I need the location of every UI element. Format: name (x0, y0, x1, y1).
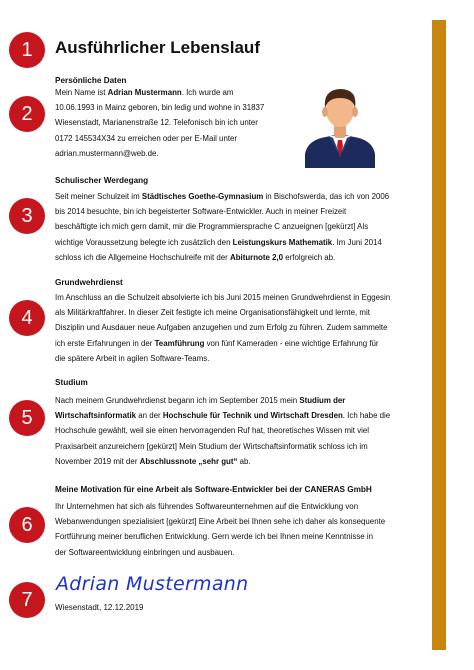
text-line: Webanwendungen spezialisiert [gekürzt] Eine Arbeit bei Ihnen sehe ich daher als konsequente (55, 517, 386, 527)
section-marker-1: 1 (9, 32, 45, 68)
text-line: Fortführung meiner beruflichen Entwicklung. Gern werde ich bei Ihnen meine Kenntnisse in (55, 532, 373, 542)
text-line: Nach meinem Grundwehrdienst begann ich im September 2015 mein Studium der (55, 396, 346, 405)
signature: Adrian Mustermann (56, 573, 249, 595)
text-line: ich erste Erfahrungen in der Teamführung von fünf Kameraden - eine wichtige Erfahrung für (55, 338, 379, 348)
section-marker-3: 3 (9, 198, 45, 234)
text-line: Hochschule gewählt, weil sie einen hervorragenden Ruf hat, theoretisches Wissen mit viel (55, 426, 370, 436)
bold-highlight: Teamführung (154, 338, 205, 348)
text-line: die spätere Arbeit in agilen Software-Teams. (55, 353, 210, 363)
text-line: Ihr Unternehmen hat sich als führendes Softwareunternehmen auf die Entwicklung von (55, 502, 359, 511)
bold-highlight: Städtisches Goethe-Gymnasium (141, 192, 264, 201)
text-line: der Softwareentwicklung einbringen und ausbauen. (55, 547, 235, 557)
bold-highlight: Abschlussnote „sehr gut“ (139, 456, 238, 466)
motivation-heading: Meine Motivation für eine Arbeit als Software-Entwickler bei der CANERAS GmbH (55, 485, 372, 494)
text-line: 10.06.1993 in Mainz geboren, bin ledig und wohne in 31837 (55, 103, 265, 113)
military-service-text (55, 290, 420, 366)
text-line: Disziplin und Ausdauer neue Aufgaben anzugehen und zum Erfolg zu führen. Zudem sammelte (55, 323, 388, 333)
school-text (55, 189, 420, 265)
text-line: als Militärkraftfahrer. In dieser Zeit festigte ich meine Organisationsfähigkeit und lernte, mit (55, 308, 370, 318)
text-line: November 2019 mit der Abschlussnote „sehr gut“ ab. (55, 456, 251, 466)
text-line: Seit meiner Schulzeit im Städtisches Goethe-Gymnasium in Bischofswerda, das ich von 2006 (55, 192, 390, 201)
businessman-avatar-icon (303, 80, 377, 168)
section-marker-2: 2 (9, 96, 45, 132)
school-heading: Schulischer Werdegang (55, 176, 149, 185)
text-line: wichtige Voraussetzung belegte ich zusätzlich den Leistungskurs Mathematik. Im Juni 2014 (55, 237, 382, 247)
bold-highlight: Hochschule für Technik und Wirtschaft Dresden (162, 411, 343, 421)
text-line: 0172 145534X34 zu erreichen oder per E-Mail unter (55, 133, 238, 143)
bold-highlight: Studium der (299, 396, 346, 405)
bold-highlight: Abiturnote 2,0 (230, 252, 284, 262)
text-line: Praxisarbeit anzureichern [gekürzt] Mein Studium der Wirtschaftsinformatik schloss ich im (55, 441, 368, 451)
study-text (55, 393, 420, 469)
personal-data-heading: Persönliche Daten (55, 76, 127, 85)
text-line: beschäftigte ich mich gern damit, mir die Programmiersprache C anzueignen [gekürzt] Als (55, 222, 369, 232)
study-heading: Studium (55, 378, 88, 387)
text-line: schloss ich die Allgemeine Hochschulreife mit der Abiturnote 2,0 erfolgreich ab. (55, 252, 336, 262)
text-line: bis 2014 besuchte, bin ich begeisterter Software-Entwickler. Auch in meiner Freizeit (55, 207, 347, 217)
section-marker-5: 5 (9, 400, 45, 436)
text-line: Wirtschaftsinformatik an der Hochschule für Technik und Wirtschaft Dresden. Ich habe die (55, 411, 391, 421)
sidebar-accent-bar (432, 20, 446, 650)
section-marker-7: 7 (9, 582, 45, 618)
text-line: Im Anschluss an die Schulzeit absolvierte ich bis Juni 2015 meinen Grundwehrdienst in Eggesin (55, 293, 391, 302)
personal-data-text (55, 85, 295, 161)
bold-highlight: Leistungskurs Mathematik (232, 237, 333, 247)
bold-highlight: Adrian Mustermann (107, 88, 182, 97)
section-marker-4: 4 (9, 300, 45, 336)
military-service-heading: Grundwehrdienst (55, 278, 123, 287)
bold-highlight: Wirtschaftsinformatik (55, 411, 137, 421)
place-and-date: Wiesenstadt, 12.12.2019 (55, 603, 144, 612)
section-marker-6: 6 (9, 507, 45, 543)
text-line: Wiesenstadt, Marianenstraße 12. Telefonisch bin ich unter (55, 118, 258, 128)
motivation-text (55, 499, 420, 560)
text-line: Mein Name ist Adrian Mustermann. Ich wurde am (55, 88, 234, 97)
text-line: adrian.mustermann@web.de. (55, 148, 159, 158)
page-title: Ausführlicher Lebenslauf (55, 38, 260, 57)
